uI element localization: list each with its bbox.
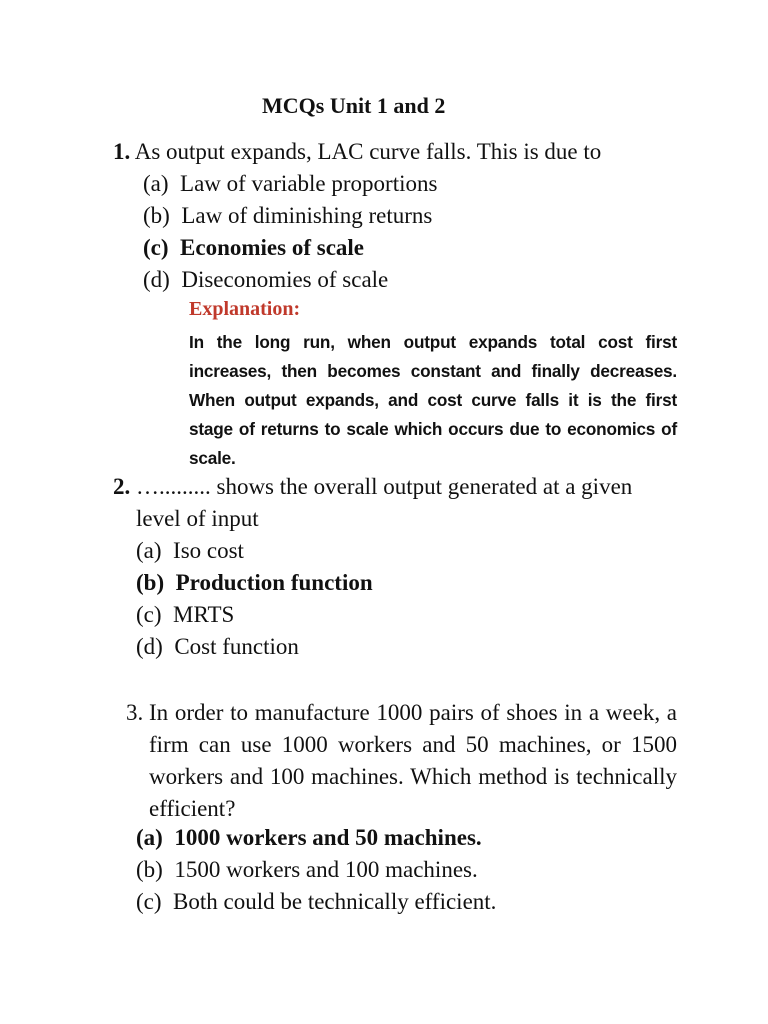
q1-option-b xyxy=(143,202,432,230)
q3-option-a-correct xyxy=(136,824,482,852)
option-letter: (b) xyxy=(136,570,165,595)
q3-option-b xyxy=(136,856,478,884)
option-text: Both could be technically efficient. xyxy=(173,889,497,914)
question-2-text-line1: …......... shows the overall output generated at a given xyxy=(136,474,633,499)
question-2 xyxy=(113,473,632,501)
q2-option-d xyxy=(136,633,299,661)
question-3-text: In order to manufacture 1000 pairs of shoes in a week, a firm can use 1000 workers and 50 machines, or 1500 workers and 100 machines. Which method is technically efficient? xyxy=(149,700,677,821)
question-1 xyxy=(113,138,601,166)
option-letter: (a) xyxy=(143,171,169,196)
q2-option-c xyxy=(136,601,234,629)
option-text: Diseconomies of scale xyxy=(181,267,389,292)
option-text: Iso cost xyxy=(173,538,244,563)
option-text: MRTS xyxy=(173,602,235,627)
option-text: 1500 workers and 100 machines. xyxy=(174,857,478,882)
q2-option-b-correct xyxy=(136,569,373,597)
page-title: MCQs Unit 1 and 2 xyxy=(262,93,446,118)
option-letter: (a) xyxy=(136,825,163,850)
option-letter: (d) xyxy=(136,634,163,659)
q1-option-a xyxy=(143,170,437,198)
option-letter: (b) xyxy=(136,857,163,882)
question-2-text-line2: level of input xyxy=(136,506,259,531)
question-2-number: 2. xyxy=(113,474,131,499)
option-letter: (c) xyxy=(136,889,162,914)
option-letter: (b) xyxy=(143,203,170,228)
option-letter: (c) xyxy=(143,235,169,260)
explanation-label: Explanation: xyxy=(189,298,301,320)
option-text: Economies of scale xyxy=(180,235,364,260)
option-letter: (a) xyxy=(136,538,162,563)
question-1-number: 1. xyxy=(113,139,131,164)
q3-option-c xyxy=(136,888,496,916)
option-text: Law of diminishing returns xyxy=(181,203,433,228)
question-3-number: 3. xyxy=(126,700,144,725)
question-2-line2 xyxy=(136,505,259,533)
q2-option-a xyxy=(136,537,244,565)
option-text: Cost function xyxy=(174,634,299,659)
option-letter: (d) xyxy=(143,267,170,292)
option-letter: (c) xyxy=(136,602,162,627)
option-text: Law of variable proportions xyxy=(180,171,438,196)
explanation-text: In the long run, when output expands total cost first increases, then becomes constant and finally decreases. When output expands, and cost curve falls it is the first stage of returns to scale which occurs due to economics of scale. xyxy=(189,332,677,468)
question-1-text: As output expands, LAC curve falls. This is due to xyxy=(134,139,602,164)
option-text: 1000 workers and 50 machines. xyxy=(174,825,482,850)
q1-option-d xyxy=(143,266,388,294)
q1-option-c-correct xyxy=(143,234,364,262)
option-text: Production function xyxy=(175,570,373,595)
